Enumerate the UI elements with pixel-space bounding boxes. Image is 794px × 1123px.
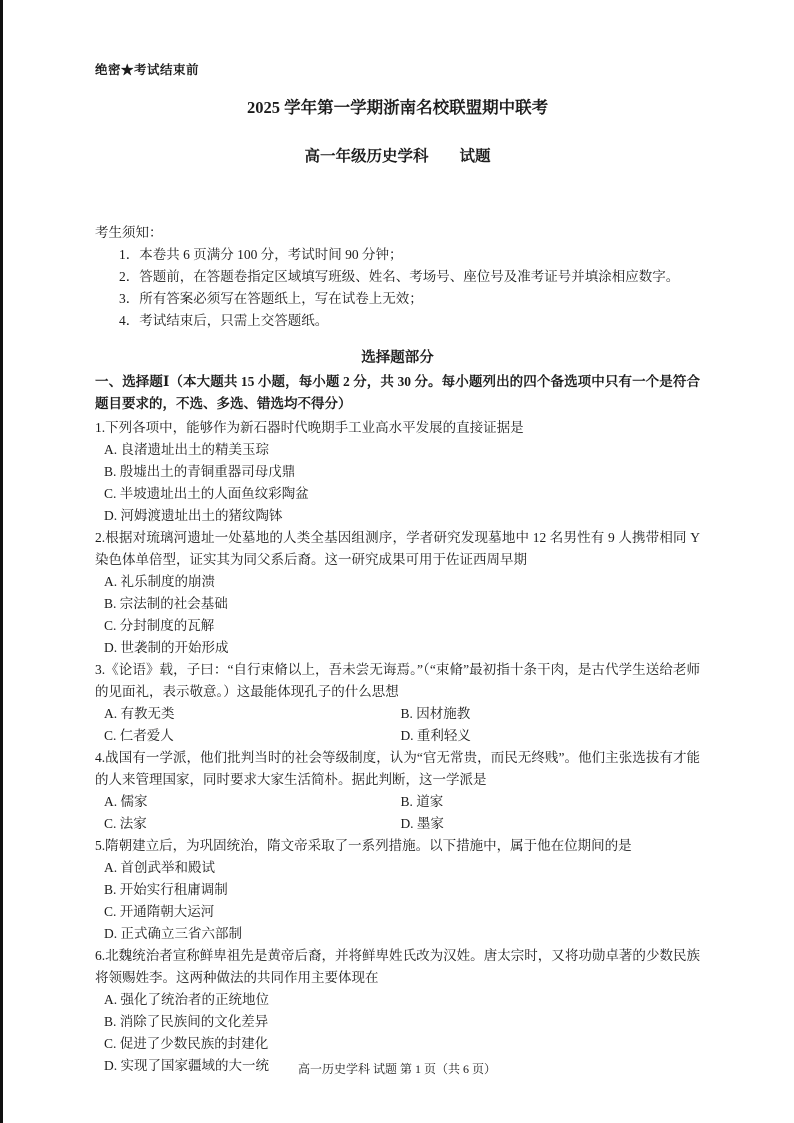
question-1-option-b: B. 殷墟出土的青铜重器司母戊鼎: [104, 464, 296, 479]
question-2-option-c: C. 分封制度的瓦解: [104, 618, 215, 633]
question-5: [95, 835, 700, 945]
question-2-option-b: B. 宗法制的社会基础: [104, 596, 228, 611]
question-4-stem: 4.战国有一学派，他们批判当时的社会等级制度，认为“官无常贵，而民无终贱”。他们主张选拔有才能的人来管理国家，同时要求大家生活简朴。据此判断，这一学派是: [95, 750, 700, 787]
question-4-option-d: D. 墨家: [400, 816, 444, 831]
question-4-options: [104, 791, 709, 835]
question-5-option-c: C. 开通隋朝大运河: [104, 904, 215, 919]
question-1: [95, 417, 700, 527]
classification-label: 绝密★考试结束前: [95, 63, 200, 77]
question-5-stem: 5.隋朝建立后，为巩固统治，隋文帝采取了一系列措施。以下措施中，属于他在位期间的是: [95, 838, 632, 853]
question-6-option-a: A. 强化了统治者的正统地位: [104, 992, 269, 1007]
question-2-option-a: A. 礼乐制度的崩溃: [104, 574, 215, 589]
page-footer: 高一历史学科 试题 第 1 页（共 6 页）: [297, 1062, 496, 1076]
question-5-options: [104, 857, 700, 945]
section-heading: 选择题部分: [361, 350, 434, 366]
notice-item-3: 3．所有答案必须写在答题纸上，写在试卷上无效；: [119, 291, 423, 306]
question-1-option-c: C. 半坡遗址出土的人面鱼纹彩陶盆: [104, 486, 309, 501]
question-2: [95, 527, 700, 659]
question-1-option-a: A. 良渚遗址出土的精美玉琮: [104, 442, 269, 457]
question-2-options: [104, 571, 700, 659]
question-1-stem: 1.下列各项中，能够作为新石器时代晚期手工业高水平发展的直接证据是: [95, 420, 524, 435]
scan-edge-artifact: [0, 0, 3, 1123]
question-3-options: [104, 703, 709, 747]
question-6: [95, 945, 700, 1077]
question-4-option-b: B. 道家: [400, 794, 444, 809]
notice-heading: 考生须知：: [95, 225, 163, 240]
question-5-option-b: B. 开始实行租庸调制: [104, 882, 228, 897]
question-6-option-d: D. 实现了国家疆域的大一统: [104, 1058, 269, 1073]
question-2-stem: 2.根据对琉璃河遗址一处墓地的人类全基因组测序，学者研究发现墓地中 12 名男性有 9 人携带相同 Y 染色体单倍型，证实其为同父系后裔。这一研究成果可用于佐证西周早期: [95, 530, 700, 567]
question-5-option-a: A. 首创武举和殿试: [104, 860, 215, 875]
question-3-option-c: C. 仁者爱人: [104, 728, 174, 743]
question-4-option-a: A. 儒家: [104, 794, 148, 809]
notice-item-2: 2．答题前，在答题卷指定区域填写班级、姓名、考场号、座位号及准考证号并填涂相应数字。: [119, 269, 680, 284]
question-4: [95, 747, 700, 835]
question-1-option-d: D. 河姆渡遗址出土的猪纹陶钵: [104, 508, 283, 523]
exam-title: 2025 学年第一学期浙南名校联盟期中联考: [246, 98, 549, 117]
question-3-option-d: D. 重利轻义: [400, 728, 471, 743]
question-2-option-d: D. 世袭制的开始形成: [104, 640, 229, 655]
exam-subtitle: 高一年级历史学科 试题: [304, 148, 491, 165]
section-intro: 一、选择题Ⅰ（本大题共 15 小题，每小题 2 分，共 30 分。每小题列出的四个备选项中只有一个是符合题目要求的，不选、多选、错选均不得分）: [95, 374, 700, 411]
question-5-option-d: D. 正式确立三省六部制: [104, 926, 242, 941]
question-6-stem: 6.北魏统治者宣称鲜卑祖先是黄帝后裔，并将鲜卑姓氏改为汉姓。唐太宗时，又将功勋卓著的少数民族将领赐姓李。这两种做法的共同作用主要体现在: [95, 948, 700, 985]
question-3: [95, 659, 700, 747]
notice-item-1: 1．本卷共 6 页满分 100 分，考试时间 90 分钟；: [119, 247, 403, 262]
question-4-option-c: C. 法家: [104, 816, 147, 831]
question-6-option-c: C. 促进了少数民族的封建化: [104, 1036, 269, 1051]
question-3-option-a: A. 有教无类: [104, 706, 175, 721]
question-3-option-b: B. 因材施教: [400, 706, 471, 721]
question-6-option-b: B. 消除了民族间的文化差异: [104, 1014, 269, 1029]
question-3-stem: 3.《论语》载，子曰：“自行束脩以上，吾未尝无诲焉。”（“束脩”最初指十条干肉，是古代学生送给老师的见面礼，表示敬意。）这最能体现孔子的什么思想: [95, 662, 700, 699]
notice-item-4: 4．考试结束后，只需上交答题纸。: [119, 313, 329, 328]
candidate-notice: [95, 222, 700, 332]
question-1-options: [104, 439, 700, 527]
question-list: [95, 417, 700, 1077]
